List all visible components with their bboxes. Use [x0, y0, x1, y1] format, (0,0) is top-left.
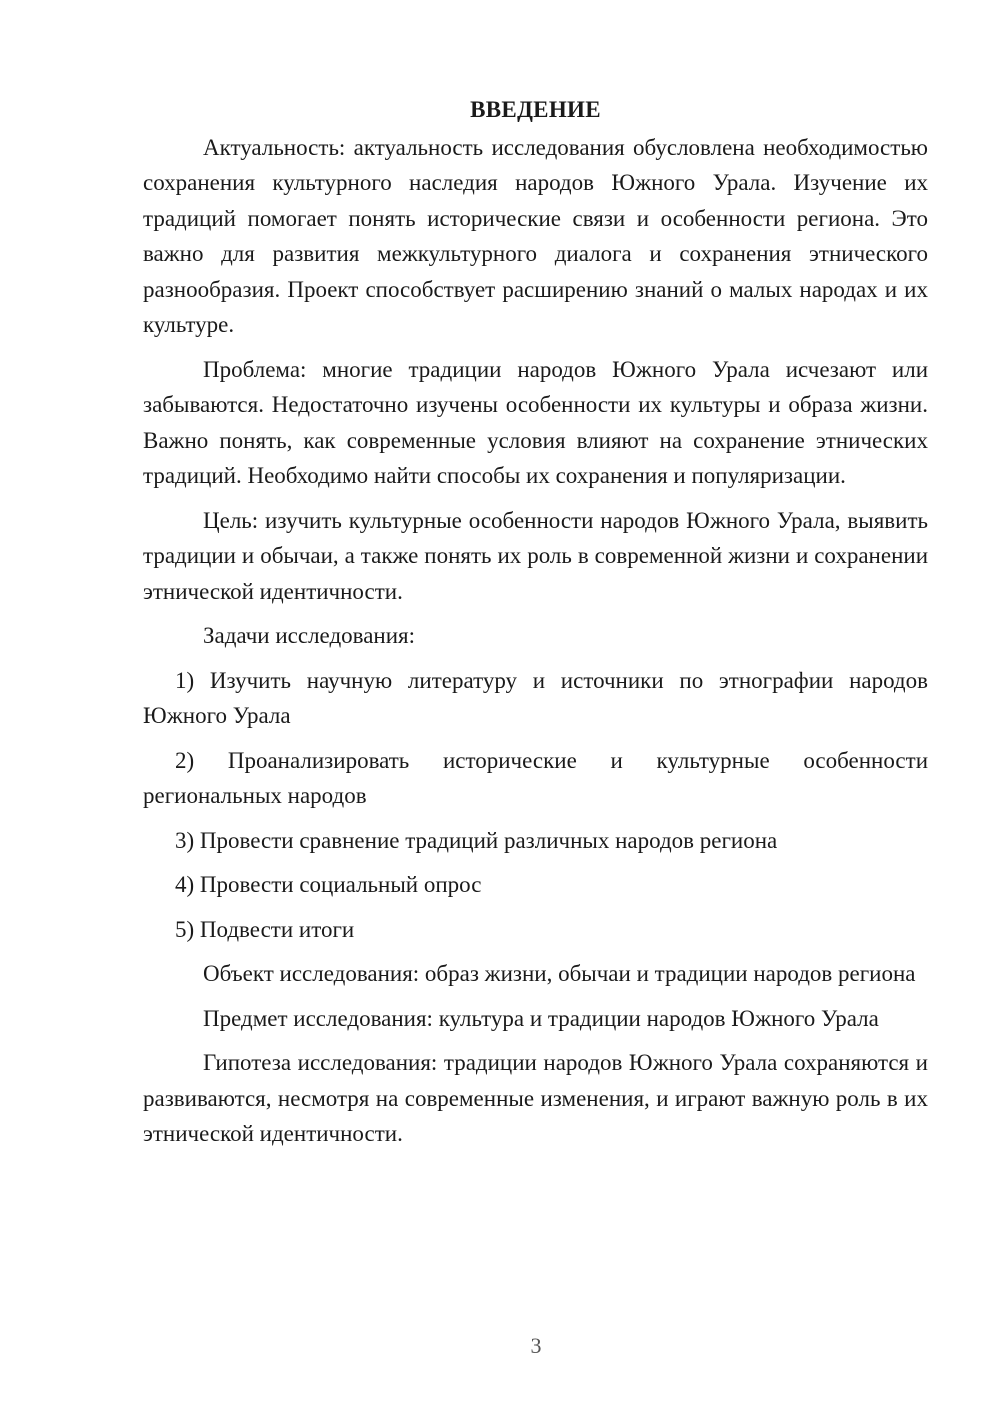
- task-item: 3) Провести сравнение традиций различных народов региона: [175, 827, 778, 853]
- document-page: [143, 92, 928, 1161]
- section-title: ВВЕДЕНИЕ: [470, 97, 601, 122]
- problem-paragraph: Проблема: многие традиции народов Южного Урала исчезают или забываются. Недостаточно изучены особенности их культуры и образа жизни. Важно понять, как современные условия влияют на сохранение этнических традиций. Необходимо найти способы их сохранения и популяризации.: [143, 356, 928, 488]
- page-number: 3: [530, 1333, 542, 1358]
- task-item: 1) Изучить научную литературу и источники по этнографии народов Южного Урала: [143, 667, 928, 728]
- tasks-list: [143, 663, 928, 948]
- hypothesis-paragraph: Гипотеза исследования: традиции народов Южного Урала сохраняются и развиваются, несмотря на современные изменения, и играют важную роль в их этнической идентичности.: [143, 1050, 928, 1146]
- relevance-paragraph: Актуальность: актуальность исследования обусловлена необходимостью сохранения культурного наследия народов Южного Урала. Изучение их традиций помогает понять исторические связи и особенности региона. Это важно для развития межкультурного диалога и сохранения этнического разнообразия. Проект способствует расширению знаний о малых народах и их культуре.: [143, 134, 928, 337]
- task-item: 5) Подвести итоги: [175, 916, 355, 942]
- object-paragraph: Объект исследования: образ жизни, обычаи и традиции народов региона: [203, 961, 916, 986]
- task-item: 4) Провести социальный опрос: [175, 872, 482, 897]
- tasks-heading: Задачи исследования:: [203, 623, 416, 648]
- subject-paragraph: Предмет исследования: культура и традиции народов Южного Урала: [203, 1005, 879, 1031]
- goal-paragraph: Цель: изучить культурные особенности народов Южного Урала, выявить традиции и обычаи, а также понять их роль в современной жизни и сохранении этнической идентичности.: [143, 507, 928, 604]
- task-item: 2) Проанализировать исторические и культурные особенности региональных народов: [143, 747, 928, 808]
